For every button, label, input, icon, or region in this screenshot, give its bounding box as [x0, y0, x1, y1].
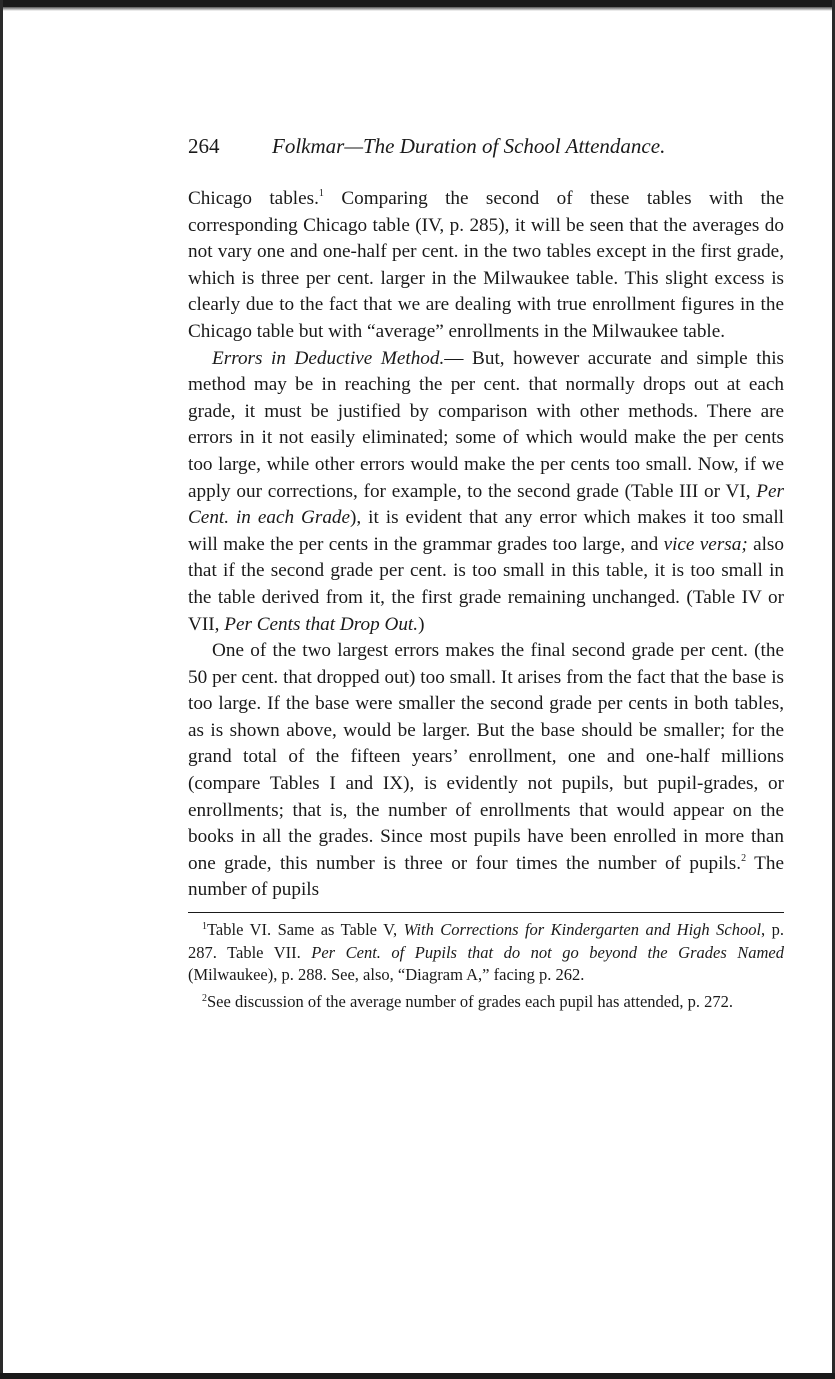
book-page: [188, 134, 784, 1013]
running-head: [188, 134, 784, 164]
footnote-1-italic-b: Per Cent. of Pupils that do not go beyond the Grades Named: [311, 942, 785, 962]
running-title: Folkmar—The Duration of School Attendance.: [272, 134, 666, 158]
paragraph-1: [188, 186, 784, 346]
scan-bottom-edge: [0, 1373, 835, 1379]
footnote-2: [188, 991, 784, 1014]
footnote-ref-2: 2: [741, 852, 747, 864]
body-text: [188, 186, 784, 904]
footnote-1: [188, 919, 784, 987]
page-number: 264: [188, 134, 220, 158]
footnote-1-text-b: , p. 287. Table VII.: [188, 920, 784, 962]
paragraph-2-italic-a: Per Cent. in each Grade: [188, 480, 784, 529]
footnote-2-mark: 2: [202, 992, 207, 1004]
footnote-ref-1: 1: [318, 188, 324, 199]
footnotes: [188, 919, 784, 1013]
paragraph-2-text-d: ): [418, 613, 425, 635]
paragraph-1-text-b: Comparing the second of these tables with the corresponding Chicago table (IV, p. 285), it will be seen that the averages do not vary one and one-half per cent. in the two tables except in the first grade, which is three per cent. larger in the Milwaukee table. This slight excess is clearly due to the fact that we are dealing with true enrollment figures in the Chicago table but with “average” enrollments in the Milwaukee table.: [188, 188, 784, 342]
scan-top-shadow: [0, 7, 835, 11]
paragraph-2-italic-b: vice versa;: [663, 533, 748, 555]
paragraph-1-text-a: Chicago tables.: [188, 188, 319, 209]
footnote-2-text: See discussion of the average number of grades each pupil has attended, p. 272.: [207, 991, 734, 1011]
section-heading: Errors in Deductive Method.: [212, 347, 445, 369]
footnote-divider: [188, 912, 784, 913]
paragraph-2-text-c: also that if the second grade per cent. is too small in this table, it is too small in the table derived from it, the first grade remaining unchanged. (Table IV or VII,: [188, 533, 784, 635]
footnote-1-italic-a: With Corrections for Kindergarten and High School: [403, 920, 762, 940]
paragraph-3-text-b: The number of pupils: [188, 852, 784, 901]
paragraph-2-text-a: — But, however accurate and simple this method may be in reaching the per cent. that normally drops out at each grade, it must be justified by comparison with other methods. There are errors in it not easily eliminated; some of which would make the per cents too large, while other errors would make the per cents too small. Now, if we apply our corrections, for example, to the second grade (Table III or VI,: [188, 347, 784, 502]
footnote-1-text-a: Table VI. Same as Table V,: [207, 920, 404, 940]
paragraph-2-text-b: ), it is evident that any error which makes it too small will make the per cents in the grammar grades too large, and: [188, 507, 784, 555]
footnote-1-text-c: (Milwaukee), p. 288. See, also, “Diagram A,” facing p. 262.: [188, 965, 585, 985]
scan-top-edge: [0, 0, 835, 7]
paragraph-3: [188, 638, 784, 904]
scan-left-edge: [0, 0, 3, 1379]
paragraph-2: [188, 346, 784, 639]
paragraph-2-italic-c: Per Cents that Drop Out.: [224, 613, 419, 635]
footnote-1-mark: 1: [202, 921, 207, 933]
paragraph-3-text-a: One of the two largest errors makes the final second grade per cent. (the 50 per cent. that dropped out) too small. It arises from the fact that the base is too large. If the base were smaller the second grade per cents in both tables, as is shown above, would be larger. But the base should be smaller; for the grand total of the fifteen years’ enrollment, one and one-half millions (compare Tables I and IX), is evidently not pupils, but pupil-grades, or enrollments; that is, the number of enrollments that would appear on the books in all the grades. Since most pupils have been enrolled in more than one grade, this number is three or four times the number of pupils.: [188, 640, 784, 874]
